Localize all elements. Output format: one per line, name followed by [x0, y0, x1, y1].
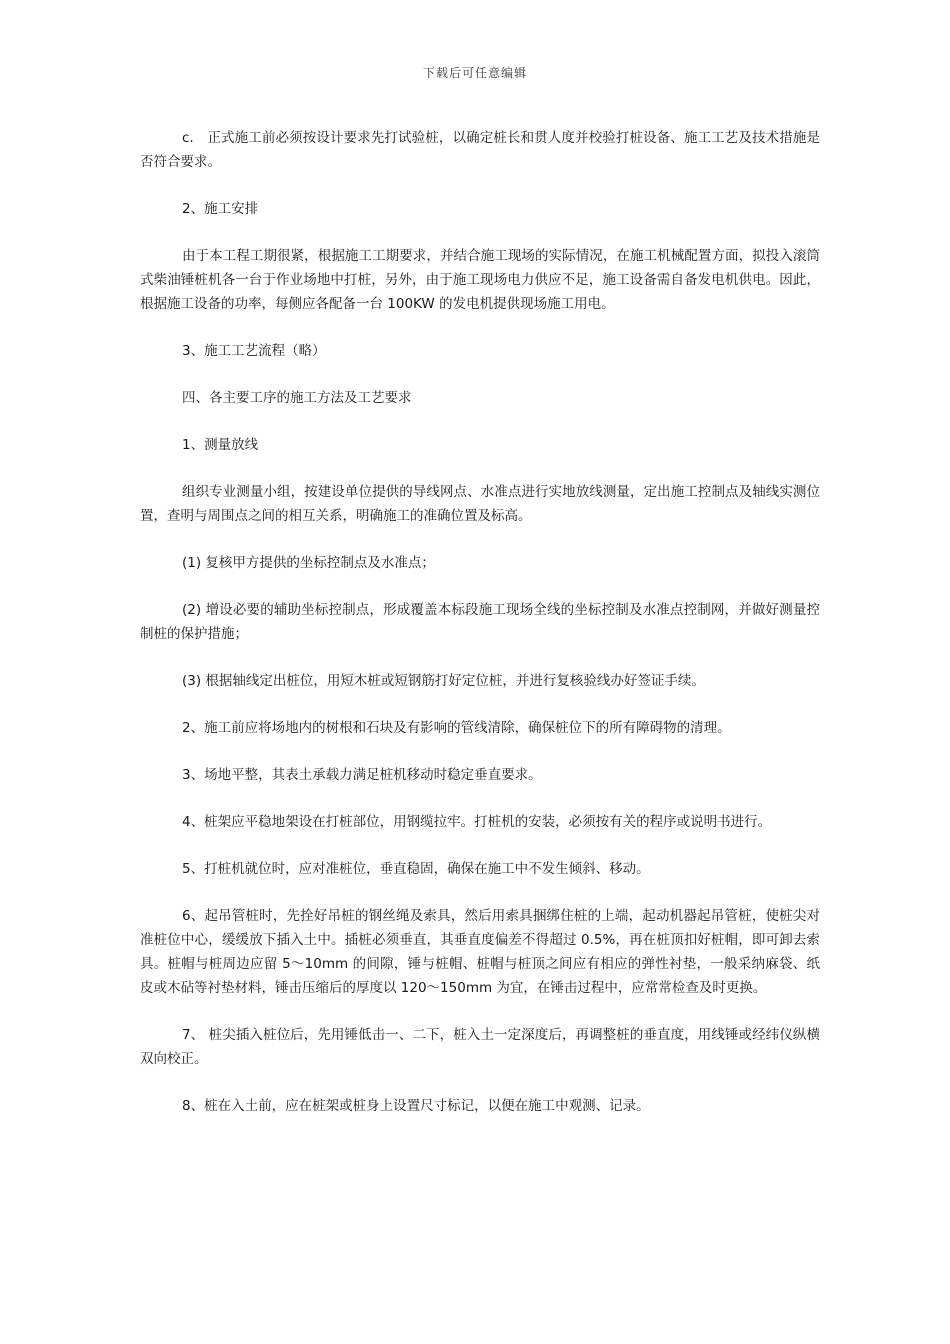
- paragraph-pile-driver-position: 5、打桩机就位时，应对准桩位，垂直稳固，确保在施工中不发生倾斜、移动。: [182, 861, 650, 877]
- paragraph-site-clearing: 2、施工前应将场地内的树根和石块及有影响的管线清除，确保桩位下的所有障碍物的清理。: [182, 720, 731, 736]
- paragraph-pile-frame: 4、桩架应平稳地架设在打桩部位，用钢缆拉牢。打桩机的安装，必须按有关的程序或说明书进行。: [182, 814, 772, 830]
- paragraph-surveying-team: 组织专业测量小组，按建设单位提供的导线网点、水准点进行实地放线测量，定出施工控制点及轴线实测位置，查明与周围点之间的相互关系，明确施工的准确位置及标高。: [140, 484, 820, 524]
- paragraph-size-marking: 8、桩在入土前，应在桩架或桩身上设置尺寸标记，以便在施工中观测、记录。: [182, 1098, 650, 1114]
- document-body: [140, 126, 820, 1141]
- paragraph-site-leveling: 3、场地平整，其表土承载力满足桩机移动时稳定垂直要求。: [182, 767, 542, 783]
- paragraph-pile-tip-insertion: 7、 桩尖插入桩位后，先用锤低击一、二下，桩入土一定深度后，再调整桩的垂直度，用线锤或经纬仪纵横双向校正。: [140, 1027, 820, 1067]
- heading-construction-arrangement: 2、施工安排: [182, 201, 259, 217]
- list-item-1: (1) 复核甲方提供的坐标控制点及水准点；: [182, 555, 435, 571]
- paragraph-c-trial-pile: c. 正式施工前必须按设计要求先打试验桩，以确定桩长和贯人度并校验打桩设备、施工工艺及技术措施是否符合要求。: [140, 130, 820, 170]
- heading-process-flow: 3、施工工艺流程（略）: [182, 343, 326, 359]
- list-item-2: (2) 增设必要的辅助坐标控制点，形成覆盖本标段施工现场全线的坐标控制及水准点控制网，并做好测量控制桩的保护措施；: [140, 602, 820, 642]
- paragraph-machinery-arrangement: 由于本工程工期很紧，根据施工工期要求，并结合施工现场的实际情况，在施工机械配置方面，拟投入滚筒式柴油锤桩机各一台于作业场地中打桩，另外，由于施工现场电力供应不足，施工设备需自备发电机供电。因此，根据施工设备的功率，每侧应各配备一台 100KW 的发电机提供现场施工用电。: [140, 248, 820, 312]
- heading-surveying: 1、测量放线: [182, 437, 259, 453]
- heading-section-four: 四、各主要工序的施工方法及工艺要求: [182, 390, 412, 406]
- paragraph-lifting-pipe-pile: 6、起吊管桩时，先拴好吊桩的钢丝绳及索具，然后用索具捆绑住桩的上端，起动机器起吊管桩，使桩尖对准桩位中心，缓缓放下插入土中。插桩必须垂直，其垂直度偏差不得超过 0.5%，再在桩顶扣好桩帽，即可卸去索具。桩帽与桩周边应留 5～10mm 的间隙，锤与桩帽、桩帽与桩顶之间应有相应的弹性衬垫，一般采纳麻袋、纸皮或木砧等衬垫材料，锤击压缩后的厚度以 120～150mm 为宜，在锤击过程中，应常常检查及时更换。: [140, 908, 820, 996]
- page-header: 下载后可任意编辑: [422, 66, 527, 80]
- list-item-3: (3) 根据轴线定出桩位，用短木桩或短钢筋打好定位桩，并进行复核验线办好签证手续。: [182, 673, 705, 689]
